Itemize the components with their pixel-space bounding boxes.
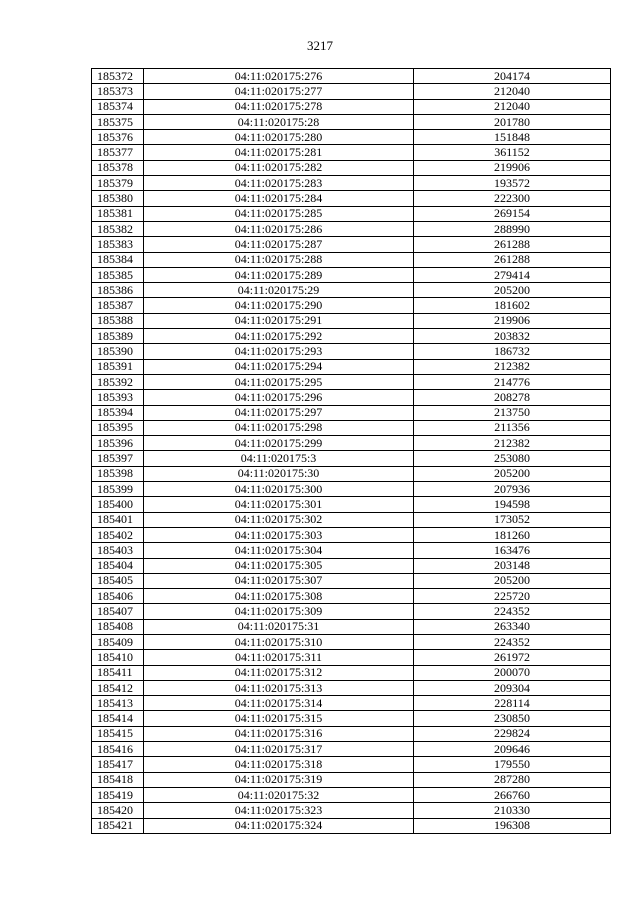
cadastral-number-cell: 04:11:020175:30 bbox=[144, 466, 414, 481]
cadastral-number-cell: 04:11:020175:286 bbox=[144, 221, 414, 236]
row-number-cell: 185385 bbox=[92, 267, 144, 282]
row-number-cell: 185380 bbox=[92, 191, 144, 206]
row-number-cell: 185395 bbox=[92, 420, 144, 435]
value-cell: 151848 bbox=[414, 130, 611, 145]
cadastral-number-cell: 04:11:020175:283 bbox=[144, 176, 414, 191]
cadastral-number-cell: 04:11:020175:316 bbox=[144, 726, 414, 741]
table-row bbox=[92, 267, 611, 282]
table-row bbox=[92, 313, 611, 328]
cadastral-number-cell: 04:11:020175:285 bbox=[144, 206, 414, 221]
row-number-cell: 185390 bbox=[92, 344, 144, 359]
row-number-cell: 185381 bbox=[92, 206, 144, 221]
value-cell: 269154 bbox=[414, 206, 611, 221]
row-number-cell: 185386 bbox=[92, 283, 144, 298]
row-number-cell: 185414 bbox=[92, 711, 144, 726]
cadastral-number-cell: 04:11:020175:276 bbox=[144, 69, 414, 84]
value-cell: 205200 bbox=[414, 283, 611, 298]
table-row bbox=[92, 436, 611, 451]
row-number-cell: 185375 bbox=[92, 114, 144, 129]
value-cell: 181602 bbox=[414, 298, 611, 313]
table-row bbox=[92, 665, 611, 680]
cadastral-number-cell: 04:11:020175:319 bbox=[144, 772, 414, 787]
table-row bbox=[92, 69, 611, 84]
table-row bbox=[92, 176, 611, 191]
row-number-cell: 185379 bbox=[92, 176, 144, 191]
table-row bbox=[92, 696, 611, 711]
value-cell: 287280 bbox=[414, 772, 611, 787]
row-number-cell: 185411 bbox=[92, 665, 144, 680]
cadastral-number-cell: 04:11:020175:301 bbox=[144, 497, 414, 512]
row-number-cell: 185373 bbox=[92, 84, 144, 99]
value-cell: 253080 bbox=[414, 451, 611, 466]
value-cell: 219906 bbox=[414, 160, 611, 175]
table-row bbox=[92, 252, 611, 267]
cadastral-number-cell: 04:11:020175:281 bbox=[144, 145, 414, 160]
cadastral-number-cell: 04:11:020175:312 bbox=[144, 665, 414, 680]
table-row bbox=[92, 482, 611, 497]
cadastral-number-cell: 04:11:020175:311 bbox=[144, 650, 414, 665]
table-row bbox=[92, 374, 611, 389]
cadastral-number-cell: 04:11:020175:302 bbox=[144, 512, 414, 527]
cadastral-number-cell: 04:11:020175:309 bbox=[144, 604, 414, 619]
row-number-cell: 185410 bbox=[92, 650, 144, 665]
value-cell: 181260 bbox=[414, 527, 611, 542]
value-cell: 201780 bbox=[414, 114, 611, 129]
row-number-cell: 185417 bbox=[92, 757, 144, 772]
table-row bbox=[92, 160, 611, 175]
cadastral-number-cell: 04:11:020175:288 bbox=[144, 252, 414, 267]
cadastral-number-cell: 04:11:020175:291 bbox=[144, 313, 414, 328]
cadastral-number-cell: 04:11:020175:32 bbox=[144, 787, 414, 802]
value-cell: 230850 bbox=[414, 711, 611, 726]
row-number-cell: 185409 bbox=[92, 634, 144, 649]
table-row bbox=[92, 420, 611, 435]
cadastral-number-cell: 04:11:020175:315 bbox=[144, 711, 414, 726]
row-number-cell: 185407 bbox=[92, 604, 144, 619]
row-number-cell: 185372 bbox=[92, 69, 144, 84]
row-number-cell: 185383 bbox=[92, 237, 144, 252]
cadastral-number-cell: 04:11:020175:298 bbox=[144, 420, 414, 435]
table-row bbox=[92, 329, 611, 344]
table-row bbox=[92, 742, 611, 757]
table-row bbox=[92, 451, 611, 466]
row-number-cell: 185401 bbox=[92, 512, 144, 527]
cadastral-number-cell: 04:11:020175:324 bbox=[144, 818, 414, 833]
row-number-cell: 185377 bbox=[92, 145, 144, 160]
value-cell: 163476 bbox=[414, 543, 611, 558]
table-row bbox=[92, 543, 611, 558]
value-cell: 211356 bbox=[414, 420, 611, 435]
table-row bbox=[92, 512, 611, 527]
cadastral-number-cell: 04:11:020175:313 bbox=[144, 680, 414, 695]
value-cell: 288990 bbox=[414, 221, 611, 236]
table-row bbox=[92, 84, 611, 99]
value-cell: 173052 bbox=[414, 512, 611, 527]
table-row bbox=[92, 650, 611, 665]
row-number-cell: 185397 bbox=[92, 451, 144, 466]
cadastral-number-cell: 04:11:020175:307 bbox=[144, 573, 414, 588]
row-number-cell: 185389 bbox=[92, 329, 144, 344]
cadastral-number-cell: 04:11:020175:290 bbox=[144, 298, 414, 313]
cadastral-number-cell: 04:11:020175:297 bbox=[144, 405, 414, 420]
row-number-cell: 185393 bbox=[92, 390, 144, 405]
cadastral-number-cell: 04:11:020175:300 bbox=[144, 482, 414, 497]
cadastral-number-cell: 04:11:020175:280 bbox=[144, 130, 414, 145]
row-number-cell: 185421 bbox=[92, 818, 144, 833]
value-cell: 179550 bbox=[414, 757, 611, 772]
row-number-cell: 185408 bbox=[92, 619, 144, 634]
value-cell: 212382 bbox=[414, 436, 611, 451]
value-cell: 207936 bbox=[414, 482, 611, 497]
table-row bbox=[92, 298, 611, 313]
row-number-cell: 185413 bbox=[92, 696, 144, 711]
value-cell: 279414 bbox=[414, 267, 611, 282]
table-row bbox=[92, 283, 611, 298]
cadastral-number-cell: 04:11:020175:296 bbox=[144, 390, 414, 405]
cadastral-number-cell: 04:11:020175:284 bbox=[144, 191, 414, 206]
table-row bbox=[92, 191, 611, 206]
table-row bbox=[92, 344, 611, 359]
value-cell: 193572 bbox=[414, 176, 611, 191]
row-number-cell: 185392 bbox=[92, 374, 144, 389]
row-number-cell: 185400 bbox=[92, 497, 144, 512]
value-cell: 212040 bbox=[414, 84, 611, 99]
cadastral-number-cell: 04:11:020175:289 bbox=[144, 267, 414, 282]
cadastral-number-cell: 04:11:020175:282 bbox=[144, 160, 414, 175]
row-number-cell: 185420 bbox=[92, 803, 144, 818]
cadastral-number-cell: 04:11:020175:304 bbox=[144, 543, 414, 558]
table-row bbox=[92, 114, 611, 129]
table-row bbox=[92, 99, 611, 114]
value-cell: 263340 bbox=[414, 619, 611, 634]
cadastral-number-cell: 04:11:020175:317 bbox=[144, 742, 414, 757]
row-number-cell: 185402 bbox=[92, 527, 144, 542]
table-row bbox=[92, 206, 611, 221]
value-cell: 212040 bbox=[414, 99, 611, 114]
cadastral-number-cell: 04:11:020175:29 bbox=[144, 283, 414, 298]
table-row bbox=[92, 405, 611, 420]
value-cell: 224352 bbox=[414, 604, 611, 619]
value-cell: 261972 bbox=[414, 650, 611, 665]
table-row bbox=[92, 803, 611, 818]
cadastral-number-cell: 04:11:020175:299 bbox=[144, 436, 414, 451]
table-row bbox=[92, 145, 611, 160]
row-number-cell: 185396 bbox=[92, 436, 144, 451]
row-number-cell: 185387 bbox=[92, 298, 144, 313]
row-number-cell: 185388 bbox=[92, 313, 144, 328]
value-cell: 224352 bbox=[414, 634, 611, 649]
row-number-cell: 185399 bbox=[92, 482, 144, 497]
cadastral-number-cell: 04:11:020175:31 bbox=[144, 619, 414, 634]
table-row bbox=[92, 680, 611, 695]
row-number-cell: 185384 bbox=[92, 252, 144, 267]
row-number-cell: 185405 bbox=[92, 573, 144, 588]
cadastral-number-cell: 04:11:020175:303 bbox=[144, 527, 414, 542]
row-number-cell: 185415 bbox=[92, 726, 144, 741]
page-number: 3217 bbox=[307, 38, 333, 53]
table-row bbox=[92, 558, 611, 573]
table-row bbox=[92, 726, 611, 741]
row-number-cell: 185374 bbox=[92, 99, 144, 114]
value-cell: 194598 bbox=[414, 497, 611, 512]
row-number-cell: 185406 bbox=[92, 589, 144, 604]
cadastral-number-cell: 04:11:020175:305 bbox=[144, 558, 414, 573]
cadastral-number-cell: 04:11:020175:3 bbox=[144, 451, 414, 466]
cadastral-number-cell: 04:11:020175:293 bbox=[144, 344, 414, 359]
cadastral-number-cell: 04:11:020175:287 bbox=[144, 237, 414, 252]
cadastral-number-cell: 04:11:020175:318 bbox=[144, 757, 414, 772]
row-number-cell: 185398 bbox=[92, 466, 144, 481]
table-row bbox=[92, 589, 611, 604]
table-row bbox=[92, 221, 611, 236]
value-cell: 222300 bbox=[414, 191, 611, 206]
value-cell: 210330 bbox=[414, 803, 611, 818]
row-number-cell: 185419 bbox=[92, 787, 144, 802]
table-row bbox=[92, 772, 611, 787]
cadastral-value-table bbox=[91, 68, 611, 834]
cadastral-number-cell: 04:11:020175:292 bbox=[144, 329, 414, 344]
value-cell: 209646 bbox=[414, 742, 611, 757]
table-row bbox=[92, 237, 611, 252]
cadastral-number-cell: 04:11:020175:310 bbox=[144, 634, 414, 649]
value-cell: 209304 bbox=[414, 680, 611, 695]
row-number-cell: 185403 bbox=[92, 543, 144, 558]
row-number-cell: 185394 bbox=[92, 405, 144, 420]
value-cell: 214776 bbox=[414, 374, 611, 389]
cadastral-number-cell: 04:11:020175:277 bbox=[144, 84, 414, 99]
value-cell: 208278 bbox=[414, 390, 611, 405]
row-number-cell: 185416 bbox=[92, 742, 144, 757]
value-cell: 186732 bbox=[414, 344, 611, 359]
table-body bbox=[92, 69, 611, 834]
table-row bbox=[92, 390, 611, 405]
value-cell: 205200 bbox=[414, 466, 611, 481]
cadastral-number-cell: 04:11:020175:278 bbox=[144, 99, 414, 114]
row-number-cell: 185404 bbox=[92, 558, 144, 573]
table-row bbox=[92, 466, 611, 481]
value-cell: 225720 bbox=[414, 589, 611, 604]
value-cell: 196308 bbox=[414, 818, 611, 833]
table-row bbox=[92, 757, 611, 772]
row-number-cell: 185412 bbox=[92, 680, 144, 695]
table-row bbox=[92, 497, 611, 512]
row-number-cell: 185418 bbox=[92, 772, 144, 787]
table-row bbox=[92, 573, 611, 588]
table-row bbox=[92, 818, 611, 833]
table-row bbox=[92, 359, 611, 374]
cadastral-number-cell: 04:11:020175:323 bbox=[144, 803, 414, 818]
cadastral-number-cell: 04:11:020175:308 bbox=[144, 589, 414, 604]
value-cell: 261288 bbox=[414, 252, 611, 267]
table-row bbox=[92, 527, 611, 542]
value-cell: 229824 bbox=[414, 726, 611, 741]
table-row bbox=[92, 634, 611, 649]
value-cell: 200070 bbox=[414, 665, 611, 680]
value-cell: 203148 bbox=[414, 558, 611, 573]
row-number-cell: 185382 bbox=[92, 221, 144, 236]
value-cell: 266760 bbox=[414, 787, 611, 802]
table-row bbox=[92, 787, 611, 802]
table-row bbox=[92, 619, 611, 634]
cadastral-number-cell: 04:11:020175:314 bbox=[144, 696, 414, 711]
row-number-cell: 185391 bbox=[92, 359, 144, 374]
value-cell: 205200 bbox=[414, 573, 611, 588]
value-cell: 361152 bbox=[414, 145, 611, 160]
value-cell: 213750 bbox=[414, 405, 611, 420]
value-cell: 261288 bbox=[414, 237, 611, 252]
table-row bbox=[92, 711, 611, 726]
row-number-cell: 185376 bbox=[92, 130, 144, 145]
table-row bbox=[92, 130, 611, 145]
value-cell: 203832 bbox=[414, 329, 611, 344]
table-row bbox=[92, 604, 611, 619]
row-number-cell: 185378 bbox=[92, 160, 144, 175]
cadastral-number-cell: 04:11:020175:294 bbox=[144, 359, 414, 374]
value-cell: 228114 bbox=[414, 696, 611, 711]
cadastral-number-cell: 04:11:020175:28 bbox=[144, 114, 414, 129]
value-cell: 204174 bbox=[414, 69, 611, 84]
value-cell: 212382 bbox=[414, 359, 611, 374]
value-cell: 219906 bbox=[414, 313, 611, 328]
cadastral-number-cell: 04:11:020175:295 bbox=[144, 374, 414, 389]
